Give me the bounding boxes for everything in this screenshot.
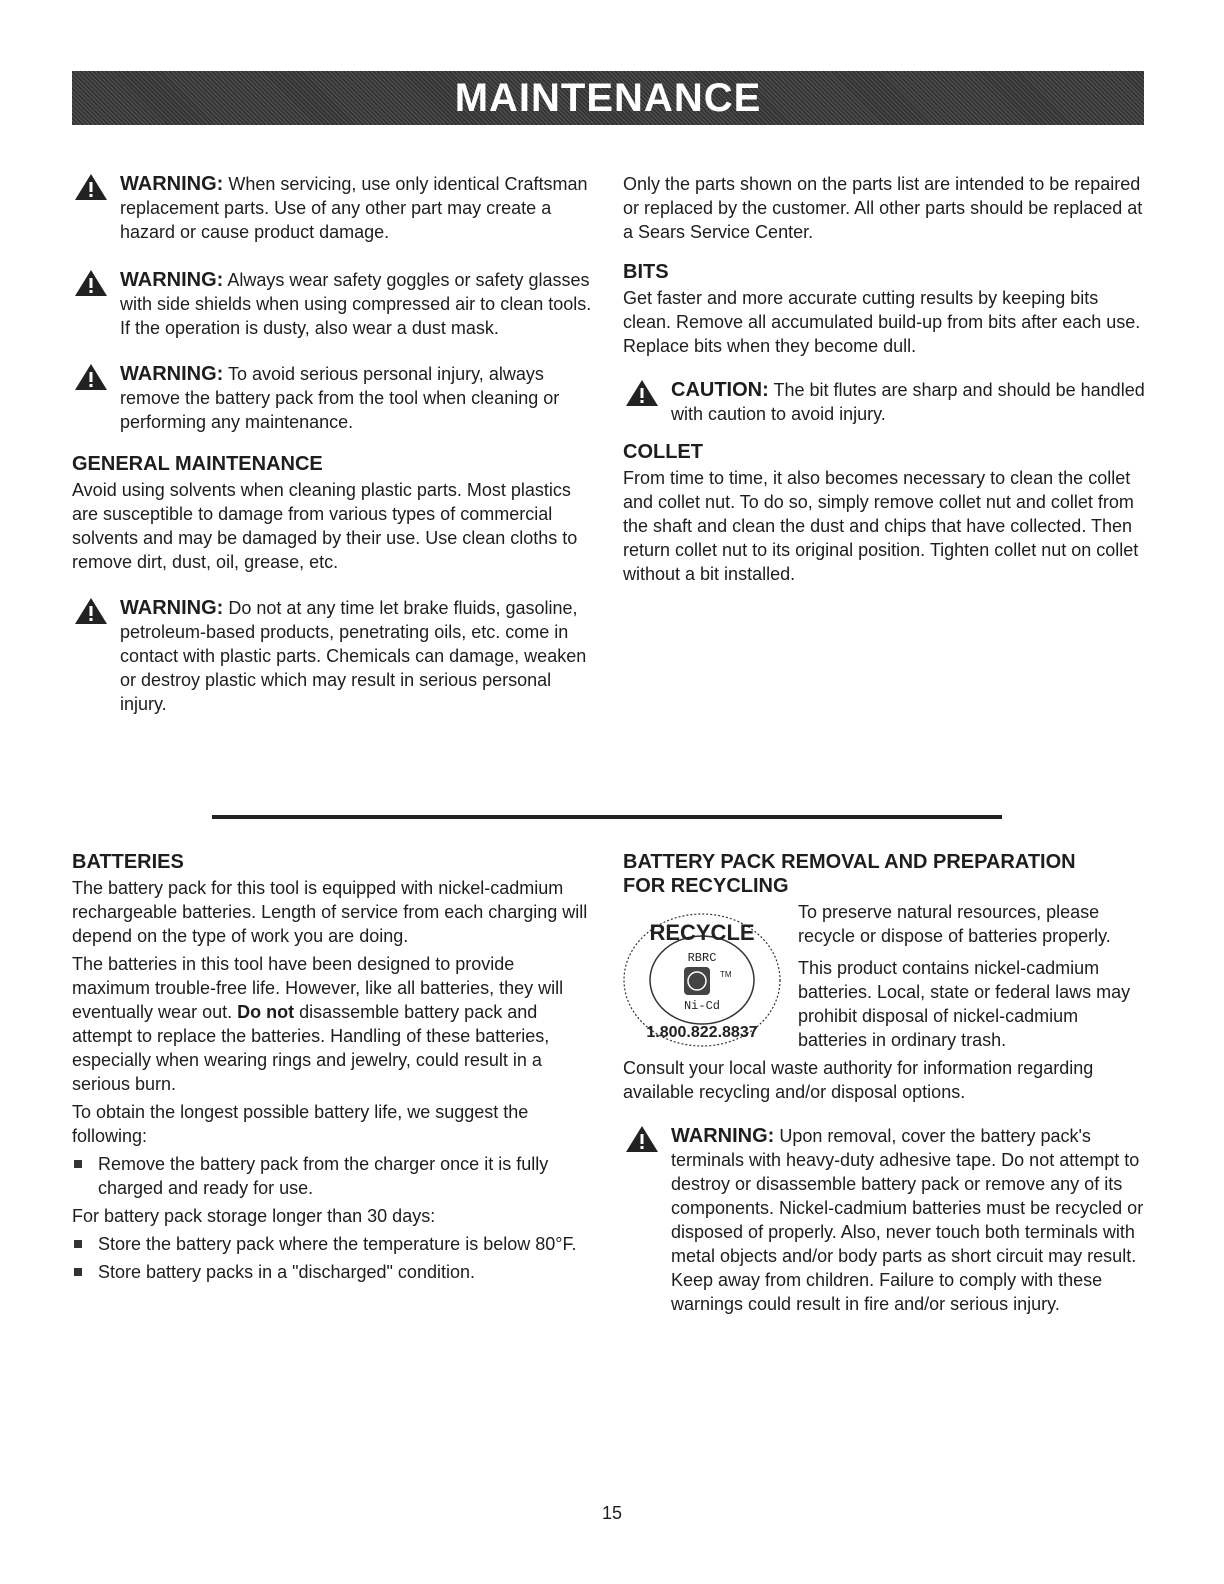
page-number: 15 bbox=[601, 1503, 623, 1523]
warning-block bbox=[72, 268, 592, 340]
warning-triangle-icon bbox=[74, 363, 108, 391]
section-heading: BITS bbox=[623, 261, 669, 283]
paragraph: Avoid using solvents when cleaning plastic parts. Most plastics are susceptible to damage from various types of commercial solvents and may be damaged by their use. Use clean cloths to remove dirt, dust, oil, grease, etc. bbox=[72, 480, 578, 572]
warning-label: WARNING: bbox=[671, 1125, 775, 1147]
caution-text: The bit flutes are sharp and should be handled with caution to avoid injury. bbox=[671, 380, 1145, 424]
warning-block bbox=[623, 1124, 1148, 1316]
warning-text: Upon removal, cover the battery pack's terminals with heavy-duty adhesive tape. Do not attempt to destroy or disassemble battery pack or remove any of its components. Nickel-cadmium batteries must be recycled or disposed of properly. Also, never touch both terminals with metal objects and/or body parts as short circuit may result. Keep away from children. Failure to comply with these warnings could result in fire and/or serious injury. bbox=[671, 1126, 1144, 1314]
paragraph bbox=[72, 952, 592, 1096]
warning-triangle-icon bbox=[74, 597, 108, 625]
paragraph: The battery pack for this tool is equipped with nickel-cadmium rechargeable batteries. Length of service from each charging will depend on the type of work you are doing. bbox=[72, 878, 588, 946]
paragraph: To obtain the longest possible battery life, we suggest the following: bbox=[72, 1102, 529, 1146]
section-heading: BATTERIES bbox=[72, 851, 184, 873]
section-banner bbox=[72, 71, 1144, 125]
divider bbox=[212, 815, 1002, 819]
list-item-text: Store the battery pack where the temperature is below 80°F. bbox=[98, 1234, 577, 1254]
rbrc-recycle-seal bbox=[612, 905, 792, 1055]
paragraph-text: The batteries in this tool have been designed to provide maximum trouble-free life. However, like all batteries, they will eventually wear out. bbox=[72, 954, 564, 1022]
warning-label: WARNING: bbox=[120, 173, 224, 195]
list-item bbox=[72, 1232, 592, 1256]
seal-chem-text: Ni-Cd bbox=[683, 999, 721, 1013]
paragraph: This product contains nickel-cadmium batteries. Local, state or federal laws may prohibit disposal of nickel-cadmium batteries in ordinary trash. bbox=[798, 958, 1131, 1050]
batteries-column bbox=[72, 850, 592, 1284]
seal-phone-text: 1.800.822.8837 bbox=[646, 1024, 758, 1041]
seal-tm-text: TM bbox=[720, 970, 732, 979]
caution-label: CAUTION: bbox=[671, 379, 769, 401]
left-top-column bbox=[72, 172, 592, 716]
paragraph: To preserve natural resources, please recycle or dispose of batteries properly. bbox=[798, 902, 1111, 946]
warning-text: Do not at any time let brake fluids, gasoline, petroleum-based products, penetrating oils, etc. come in contact with plastic parts. Chemicals can damage, weaken or destroy plastic which may result in serious personal injury. bbox=[120, 598, 587, 714]
warning-label: WARNING: bbox=[120, 597, 224, 619]
warning-text: When servicing, use only identical Craftsman replacement parts. Use of any other part may create a hazard or cause product damage. bbox=[120, 174, 588, 242]
warning-block bbox=[72, 172, 592, 244]
warning-block bbox=[72, 362, 592, 434]
paragraph: For battery pack storage longer than 30 days: bbox=[72, 1206, 436, 1226]
list-item-text: Store battery packs in a "discharged" condition. bbox=[98, 1262, 475, 1282]
warning-label: WARNING: bbox=[120, 269, 224, 291]
section-heading: BATTERY PACK REMOVAL AND PREPARATION FOR RECYCLING bbox=[623, 851, 1076, 897]
paragraph: From time to time, it also becomes necessary to clean the collet and collet nut. To do so, simply remove collet nut and collet from the shaft and clean the dust and chips that have collected. Then return collet nut to its original position. Tighten collet nut on collet without a bit installed. bbox=[623, 468, 1139, 584]
warning-triangle-icon bbox=[625, 379, 659, 407]
paragraph-text: disassemble battery pack and attempt to replace the batteries. Handling of these batteries, especially when wearing rings and jewelry, could result in a serious burn. bbox=[72, 1002, 550, 1094]
warning-block bbox=[72, 596, 592, 716]
right-top-column bbox=[623, 172, 1148, 586]
recycle-text-block bbox=[798, 900, 1148, 1052]
list-item-text: Remove the battery pack from the charger once it is fully charged and ready for use. bbox=[98, 1154, 549, 1198]
seal-top-text: RECYCLE bbox=[649, 920, 755, 945]
seal-org-text: RBRC bbox=[687, 951, 717, 965]
paragraph: Get faster and more accurate cutting results by keeping bits clean. Remove all accumulated build-up from bits after each use. Replace bits when they become dull. bbox=[623, 288, 1141, 356]
section-heading: GENERAL MAINTENANCE bbox=[72, 453, 323, 475]
warning-text: To avoid serious personal injury, always remove the battery pack from the tool when cleaning or performing any maintenance. bbox=[120, 364, 560, 432]
section-heading: COLLET bbox=[623, 441, 703, 463]
paragraph: Only the parts shown on the parts list are intended to be repaired or replaced by the customer. All other parts should be replaced at a Sears Service Center. bbox=[623, 174, 1143, 242]
bullet-square-icon bbox=[74, 1160, 82, 1168]
list-item bbox=[72, 1260, 592, 1284]
warning-triangle-icon bbox=[74, 269, 108, 297]
warning-text: Always wear safety goggles or safety glasses with side shields when using compressed air to clean tools. If the operation is dusty, also wear a dust mask. bbox=[120, 270, 592, 338]
warning-triangle-icon bbox=[625, 1125, 659, 1153]
bullet-square-icon bbox=[74, 1240, 82, 1248]
caution-block bbox=[623, 378, 1148, 426]
page-title: MAINTENANCE bbox=[454, 75, 762, 120]
paragraph: Consult your local waste authority for information regarding available recycling and/or disposal options. bbox=[623, 1058, 1094, 1102]
list-item bbox=[72, 1152, 592, 1200]
emphasis-text: Do not bbox=[237, 1002, 295, 1022]
warning-triangle-icon bbox=[74, 173, 108, 201]
bullet-square-icon bbox=[74, 1268, 82, 1276]
warning-label: WARNING: bbox=[120, 363, 224, 385]
